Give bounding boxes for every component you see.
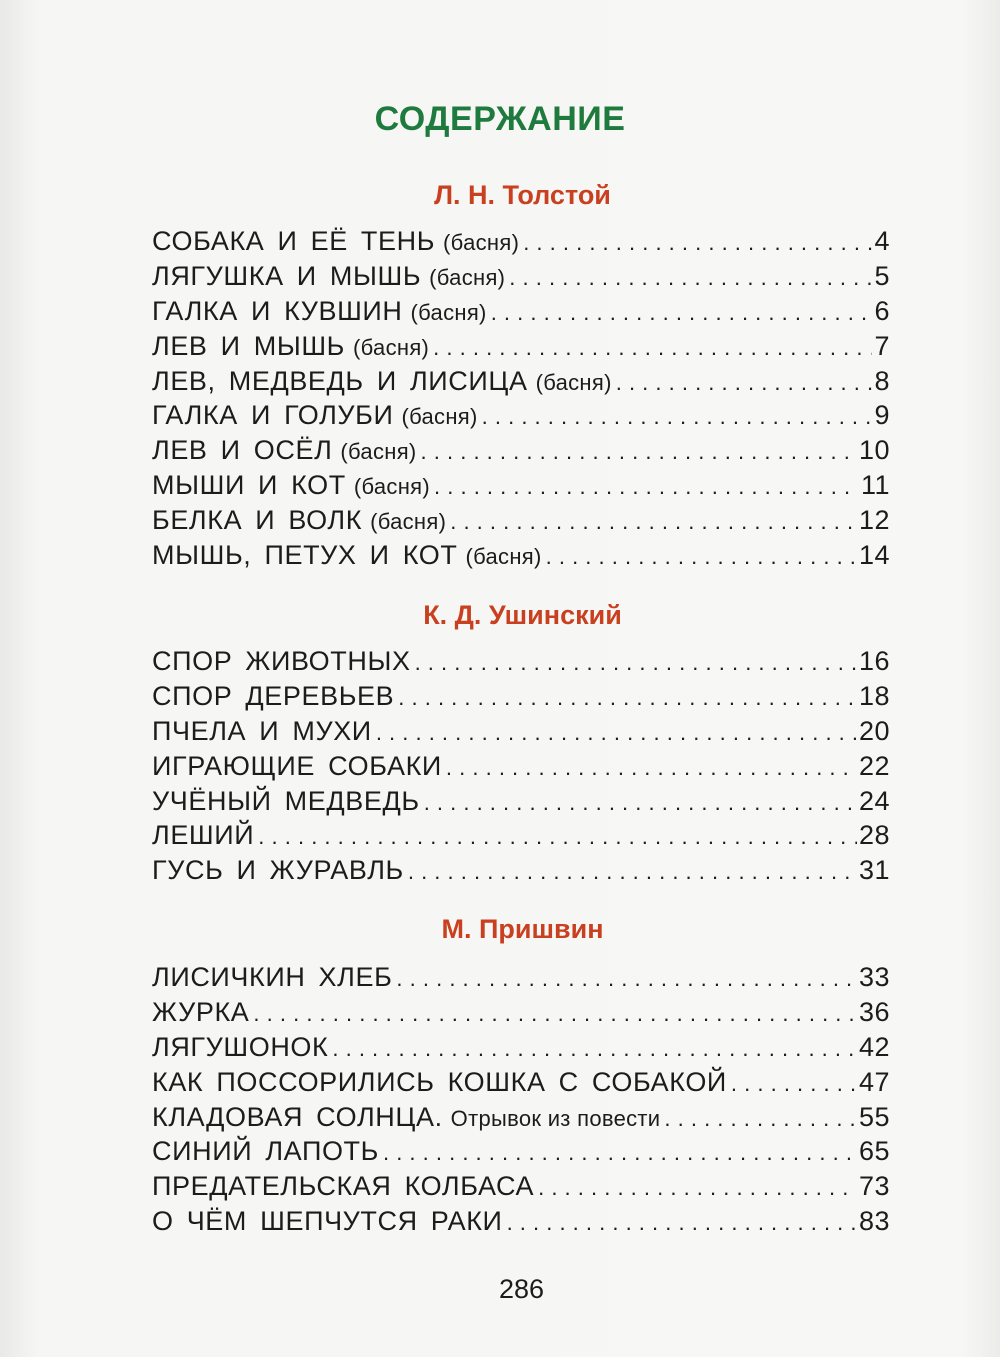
toc-entry-subtitle: Отрывок из повести bbox=[450, 1105, 661, 1131]
toc-entry-title: МЫШИ И КОТ bbox=[152, 470, 346, 501]
toc-entry bbox=[152, 853, 890, 888]
toc-entry bbox=[152, 1134, 890, 1169]
dot-leader bbox=[482, 400, 873, 435]
toc-entry-title: ЛЕВ И МЫШЬ bbox=[152, 330, 346, 361]
toc-entry-page: 22 bbox=[858, 750, 890, 781]
dot-leader bbox=[446, 751, 857, 786]
toc-entry-title: ЛЯГУШКА И МЫШЬ bbox=[152, 260, 422, 291]
toc-entry bbox=[152, 433, 890, 468]
dot-leader bbox=[509, 261, 872, 296]
dot-leader bbox=[415, 646, 857, 681]
toc-entry bbox=[152, 1065, 890, 1100]
toc-entry-page: 11 bbox=[860, 470, 890, 501]
toc-entry-subtitle: (басня) bbox=[340, 439, 417, 465]
toc-entry bbox=[152, 259, 890, 294]
dot-leader bbox=[332, 1032, 857, 1067]
toc-entry bbox=[152, 1030, 890, 1065]
toc-entry-page: 24 bbox=[858, 785, 890, 816]
toc-entry bbox=[152, 749, 890, 784]
toc-entry-title: ПРЕДАТЕЛЬСКАЯ КОЛБАСА bbox=[152, 1171, 535, 1202]
dot-leader bbox=[253, 997, 857, 1032]
toc-entry-title: СОБАКА И ЕЁ ТЕНЬ bbox=[152, 226, 436, 256]
toc-entry-subtitle: (басня) bbox=[410, 299, 487, 325]
dot-leader bbox=[616, 366, 873, 401]
toc-entry-page: 9 bbox=[874, 400, 890, 431]
toc-entry-title: ЛЕВ И ОСЁЛ bbox=[152, 435, 333, 466]
dot-leader bbox=[383, 1136, 857, 1171]
toc-entry-page: 14 bbox=[858, 540, 890, 571]
author-heading-prishvin: М. Пришвин bbox=[441, 914, 604, 944]
dot-leader bbox=[396, 962, 857, 997]
toc-entry-title: ЛИСИЧКИН ХЛЕБ bbox=[152, 962, 393, 992]
dot-leader bbox=[546, 540, 857, 575]
toc-entry-title: ГАЛКА И ГОЛУБИ bbox=[152, 400, 394, 431]
dot-leader bbox=[398, 681, 857, 716]
toc-entry-page: 10 bbox=[858, 435, 890, 466]
toc-entry-subtitle: (басня) bbox=[443, 230, 520, 255]
toc-entry-title: СПОР ЖИВОТНЫХ bbox=[152, 646, 411, 676]
toc-entry-subtitle: (басня) bbox=[465, 544, 542, 570]
toc-entry-page: 42 bbox=[858, 1031, 890, 1062]
toc-entry-title: ЛЯГУШОНОК bbox=[152, 1031, 329, 1062]
toc-entry-page: 20 bbox=[858, 715, 890, 746]
toc-entry-subtitle: (басня) bbox=[353, 334, 430, 360]
toc-entry-page: 28 bbox=[858, 820, 890, 851]
toc-entry bbox=[152, 1204, 890, 1239]
toc-entry bbox=[152, 1100, 890, 1135]
toc-entry bbox=[152, 329, 890, 364]
toc-entry bbox=[152, 818, 890, 853]
toc-entry-title: О ЧЁМ ШЕПЧУТСЯ РАКИ bbox=[152, 1206, 503, 1237]
toc-section-tolstoy bbox=[152, 224, 890, 573]
toc-entry-page: 83 bbox=[858, 1206, 890, 1237]
toc-entry bbox=[152, 224, 890, 259]
toc-entry bbox=[152, 644, 890, 679]
toc-entry-page: 5 bbox=[874, 260, 890, 291]
toc-entry-title: КАК ПОССОРИЛИСЬ КОШКА С СОБАКОЙ bbox=[152, 1066, 727, 1097]
toc-entry-title: ГУСЬ И ЖУРАВЛЬ bbox=[152, 855, 404, 886]
toc-entry-page: 31 bbox=[858, 855, 890, 886]
toc-entry-title: КЛАДОВАЯ СОЛНЦА. bbox=[152, 1101, 443, 1132]
toc-entry bbox=[152, 468, 890, 503]
toc-entry bbox=[152, 503, 890, 538]
dot-leader bbox=[664, 1102, 857, 1137]
toc-entry bbox=[152, 364, 890, 399]
toc-entry-title: ПЧЕЛА И МУХИ bbox=[152, 715, 372, 746]
toc-entry bbox=[152, 995, 890, 1030]
toc-entry-page: 18 bbox=[858, 680, 890, 711]
toc-entry-page: 36 bbox=[858, 996, 890, 1027]
toc-entry-subtitle: (басня) bbox=[370, 509, 447, 535]
toc-entry-title: ЖУРКА bbox=[152, 996, 250, 1027]
dot-leader bbox=[538, 1171, 857, 1206]
toc-entry-title: ИГРАЮЩИЕ СОБАКИ bbox=[152, 750, 442, 781]
dot-leader bbox=[450, 505, 857, 540]
page-title: СОДЕРЖАНИЕ bbox=[374, 100, 626, 138]
dot-leader bbox=[507, 1206, 857, 1241]
toc-entry-subtitle: (басня) bbox=[429, 264, 506, 290]
toc-entry-page: 16 bbox=[858, 646, 890, 676]
toc-entry-title: БЕЛКА И ВОЛК bbox=[152, 505, 363, 536]
toc-section-ushinsky bbox=[152, 644, 890, 888]
toc-entry-title: ЛЕШИЙ bbox=[152, 820, 255, 851]
toc-entry-page: 12 bbox=[858, 505, 890, 536]
dot-leader bbox=[258, 820, 857, 855]
toc-entry-title: МЫШЬ, ПЕТУХ И КОТ bbox=[152, 540, 458, 571]
toc-entry bbox=[152, 294, 890, 329]
dot-leader bbox=[433, 331, 872, 366]
toc-entry bbox=[152, 398, 890, 433]
toc-entry-title: СПОР ДЕРЕВЬЕВ bbox=[152, 680, 395, 711]
toc-entry-page: 65 bbox=[858, 1136, 890, 1167]
toc-entry bbox=[152, 538, 890, 573]
dot-leader bbox=[523, 226, 872, 261]
toc-entry-page: 55 bbox=[858, 1101, 890, 1132]
toc-entry-title: УЧЁНЫЙ МЕДВЕДЬ bbox=[152, 785, 420, 816]
author-heading-ushinsky: К. Д. Ушинский bbox=[423, 600, 622, 630]
toc-entry-page: 47 bbox=[858, 1066, 890, 1097]
page-number: 286 bbox=[498, 1274, 545, 1304]
dot-leader bbox=[491, 296, 873, 331]
toc-entry bbox=[152, 679, 890, 714]
toc-entry-title: ЛЕВ, МЕДВЕДЬ И ЛИСИЦА bbox=[152, 365, 528, 396]
toc-entry-subtitle: (басня) bbox=[535, 369, 612, 395]
author-heading-tolstoy: Л. Н. Толстой bbox=[434, 180, 611, 210]
toc-entry-page: 8 bbox=[874, 365, 890, 396]
toc-entry-subtitle: (басня) bbox=[401, 404, 478, 430]
toc-entry bbox=[152, 1169, 890, 1204]
toc-entry bbox=[152, 784, 890, 819]
toc-entry-title: ГАЛКА И КУВШИН bbox=[152, 295, 403, 326]
toc-entry bbox=[152, 714, 890, 749]
toc-entry-page: 33 bbox=[858, 962, 890, 992]
toc-entry bbox=[152, 960, 890, 995]
dot-leader bbox=[424, 786, 857, 821]
dot-leader bbox=[421, 435, 857, 470]
toc-entry-page: 73 bbox=[858, 1171, 890, 1202]
toc-section-prishvin bbox=[152, 960, 890, 1239]
toc-entry-page: 7 bbox=[874, 330, 890, 361]
dot-leader bbox=[408, 855, 857, 890]
dot-leader bbox=[434, 470, 859, 505]
toc-entry-page: 6 bbox=[874, 295, 890, 326]
dot-leader bbox=[376, 716, 857, 751]
toc-entry-subtitle: (басня) bbox=[353, 474, 431, 500]
toc-entry-title: СИНИЙ ЛАПОТЬ bbox=[152, 1136, 379, 1167]
toc-entry-page: 4 bbox=[874, 226, 890, 256]
dot-leader bbox=[731, 1067, 857, 1102]
